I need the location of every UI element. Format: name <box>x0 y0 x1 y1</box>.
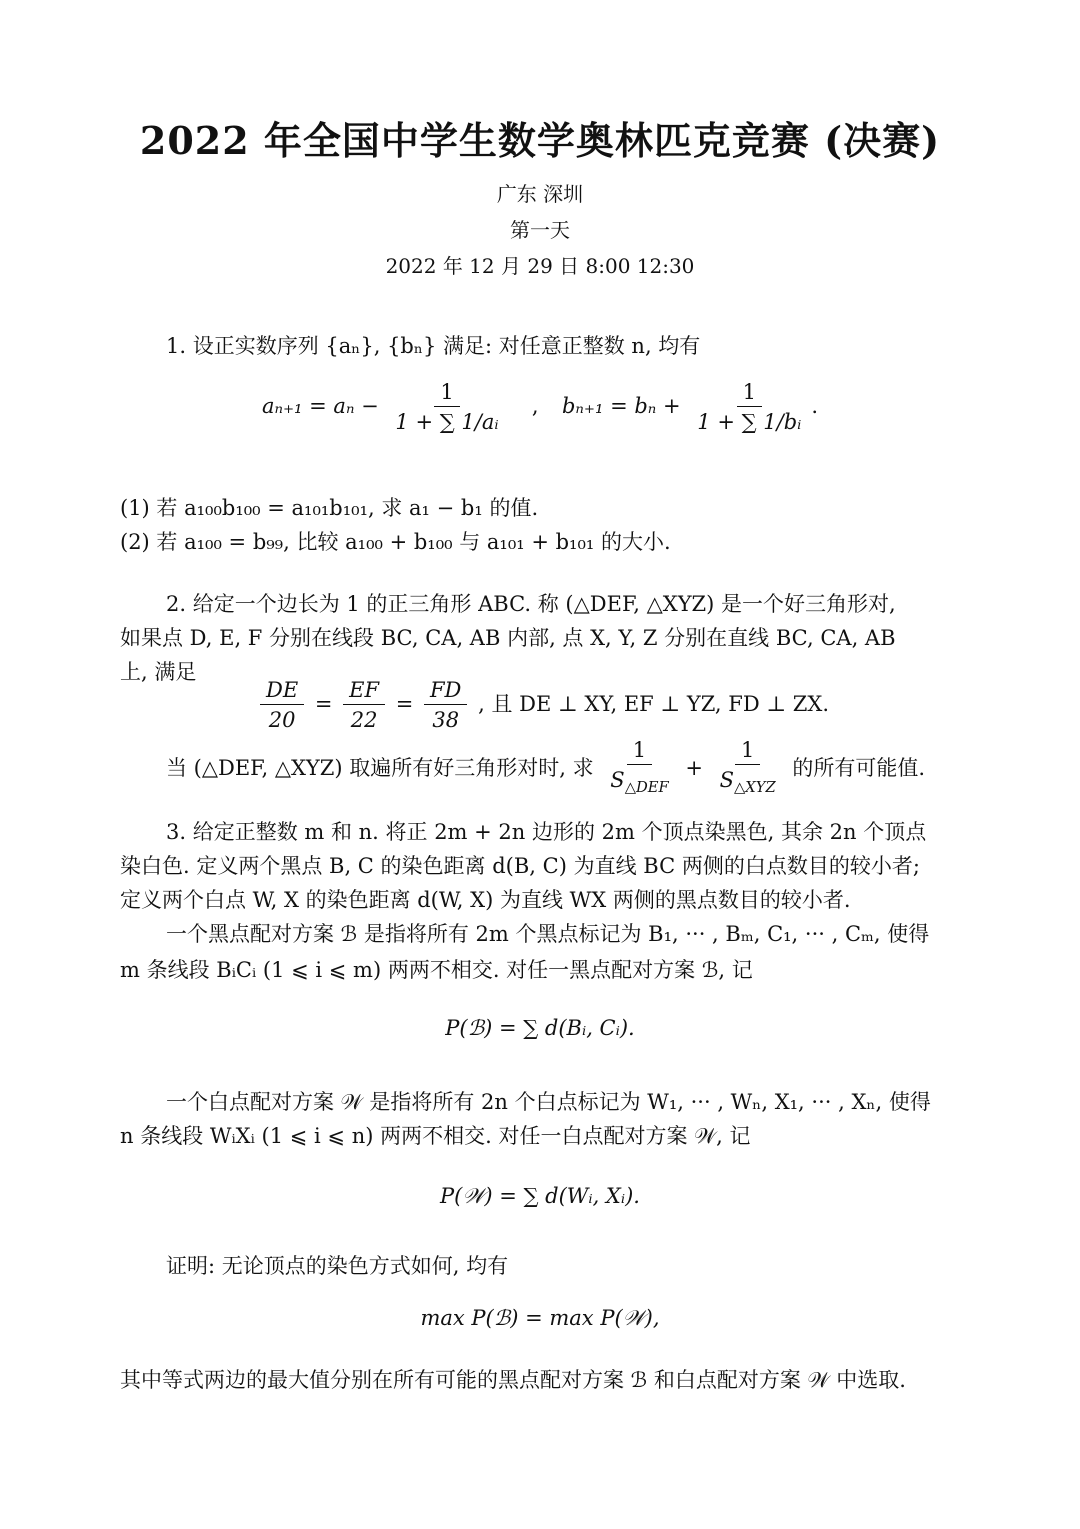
cond-frac-ef: $\frac{EF}{22}$ <box>343 676 385 735</box>
problem-1-intro: 1. 设正实数序列 {aₙ}, {bₙ} 满足: 对任意正整数 n, 均有 <box>166 334 701 358</box>
exam-day: 第一天 <box>510 218 570 242</box>
page-title: 2022 年全国中学生数学奥林匹克竞赛 (决赛) <box>139 118 941 163</box>
exam-location: 广东 深圳 <box>496 182 584 206</box>
cond-frac-de: $\frac{DE}{20}$ <box>260 676 304 735</box>
eq-b-fraction <box>691 378 807 437</box>
problem-3-white-equation: P(𝒲) = ∑ d(Wᵢ, Xᵢ). <box>440 1184 640 1208</box>
problem-1-equation: aₙ₊₁ = aₙ − $\frac{1}{\text{1 + ∑ 1/aᵢ}}$ , bₙ₊₁ = bₙ + $\frac{1}{\text{1 + ∑ 1/bᵢ}}$ . <box>0 378 1080 437</box>
problem-3-white-def-1: 一个白点配对方案 𝒲 是指将所有 2n 个白点标记为 W₁, ··· , Wₙ, X₁, ··· , Xₙ, 使得 <box>166 1090 931 1114</box>
problem-3-line-1: 3. 给定正整数 m 和 n. 将正 2m + 2n 边形的 2m 个顶点染黑色, 其余 2n 个顶点 <box>166 820 927 844</box>
problem-2-line-1: 2. 给定一个边长为 1 的正三角形 ABC. 称 (△DEF, △XYZ) 是一个好三角形对, <box>166 592 896 616</box>
eq-b-lhs: bₙ₊₁ = bₙ + <box>561 394 681 418</box>
problem-3-prove-statement: 证明: 无论顶点的染色方式如何, 均有 <box>166 1254 509 1278</box>
problem-2-condition: $\frac{DE}{20}$ = $\frac{EF}{22}$ = $\frac{FD}{38}$ , 且 DE ⊥ XY, EF ⊥ YZ, FD ⊥ ZX. <box>256 676 829 735</box>
eq-a-numerator: 1 <box>434 378 459 407</box>
cond-frac-fd: $\frac{FD}{38}$ <box>424 676 467 735</box>
eq-a-denominator: 1 + ∑ 1/aᵢ <box>395 410 499 434</box>
problem-1-part-1: (1) 若 a₁₀₀b₁₀₀ = a₁₀₁b₁₀₁, 求 a₁ − b₁ 的值. <box>120 496 539 520</box>
problem-3-black-equation: P(ℬ) = ∑ d(Bᵢ, Cᵢ). <box>445 1016 635 1040</box>
ask-frac-def: $\frac{1}{S_{\triangle DEF}}$ <box>610 738 669 797</box>
problem-2-line-3: 上, 满足 <box>120 660 197 684</box>
eq-b-numerator: 1 <box>737 378 762 407</box>
problem-3-black-def-2: m 条线段 BᵢCᵢ (1 ⩽ i ⩽ m) 两两不相交. 对任一黑点配对方案 ℬ, 记 <box>120 958 753 982</box>
cond-tail: , 且 DE ⊥ XY, EF ⊥ YZ, FD ⊥ ZX. <box>478 692 830 716</box>
problem-1-part-2: (2) 若 a₁₀₀ = b₉₉, 比较 a₁₀₀ + b₁₀₀ 与 a₁₀₁ + b₁₀₁ 的大小. <box>120 530 671 554</box>
ask-pre: 当 (△DEF, △XYZ) 取遍所有好三角形对时, 求 <box>166 756 594 781</box>
problem-3-white-def-2: n 条线段 WᵢXᵢ (1 ⩽ i ⩽ n) 两两不相交. 对任一白点配对方案 𝒲, 记 <box>120 1124 751 1148</box>
problem-3-final-note: 其中等式两边的最大值分别在所有可能的黑点配对方案 ℬ 和白点配对方案 𝒲 中选取. <box>120 1368 906 1392</box>
problem-3-line-3: 定义两个白点 W, X 的染色距离 d(W, X) 为直线 WX 两侧的黑点数目的较小者. <box>120 888 851 912</box>
problem-2-line-2: 如果点 D, E, F 分别在线段 BC, CA, AB 内部, 点 X, Y, Z 分别在直线 BC, CA, AB <box>120 626 896 650</box>
exam-time: 2022 年 12 月 29 日 8:00 12:30 <box>385 254 695 278</box>
problem-3-black-def-1: 一个黑点配对方案 ℬ 是指将所有 2m 个黑点标记为 B₁, ··· , Bₘ, C₁, ··· , Cₘ, 使得 <box>166 922 930 946</box>
problem-3-line-2: 染白色. 定义两个黑点 B, C 的染色距离 d(B, C) 为直线 BC 两侧的白点数目的较小者; <box>120 854 920 878</box>
problem-2-question: 当 (△DEF, △XYZ) 取遍所有好三角形对时, 求 $\frac{1}{S_{\triangle DEF}}$ + $\frac{1}{S_{\triangle XYZ}}$ 的所有可能值. <box>166 736 925 803</box>
problem-3-max-equation: max P(ℬ) = max P(𝒲), <box>420 1306 660 1330</box>
eq-a-fraction <box>389 378 504 437</box>
eq-a-lhs: aₙ₊₁ = aₙ − <box>261 394 379 418</box>
ask-post: 的所有可能值. <box>792 756 926 781</box>
ask-frac-xyz: $\frac{1}{S_{\triangle XYZ}}$ <box>719 738 776 797</box>
eq-b-denominator: 1 + ∑ 1/bᵢ <box>697 410 802 434</box>
